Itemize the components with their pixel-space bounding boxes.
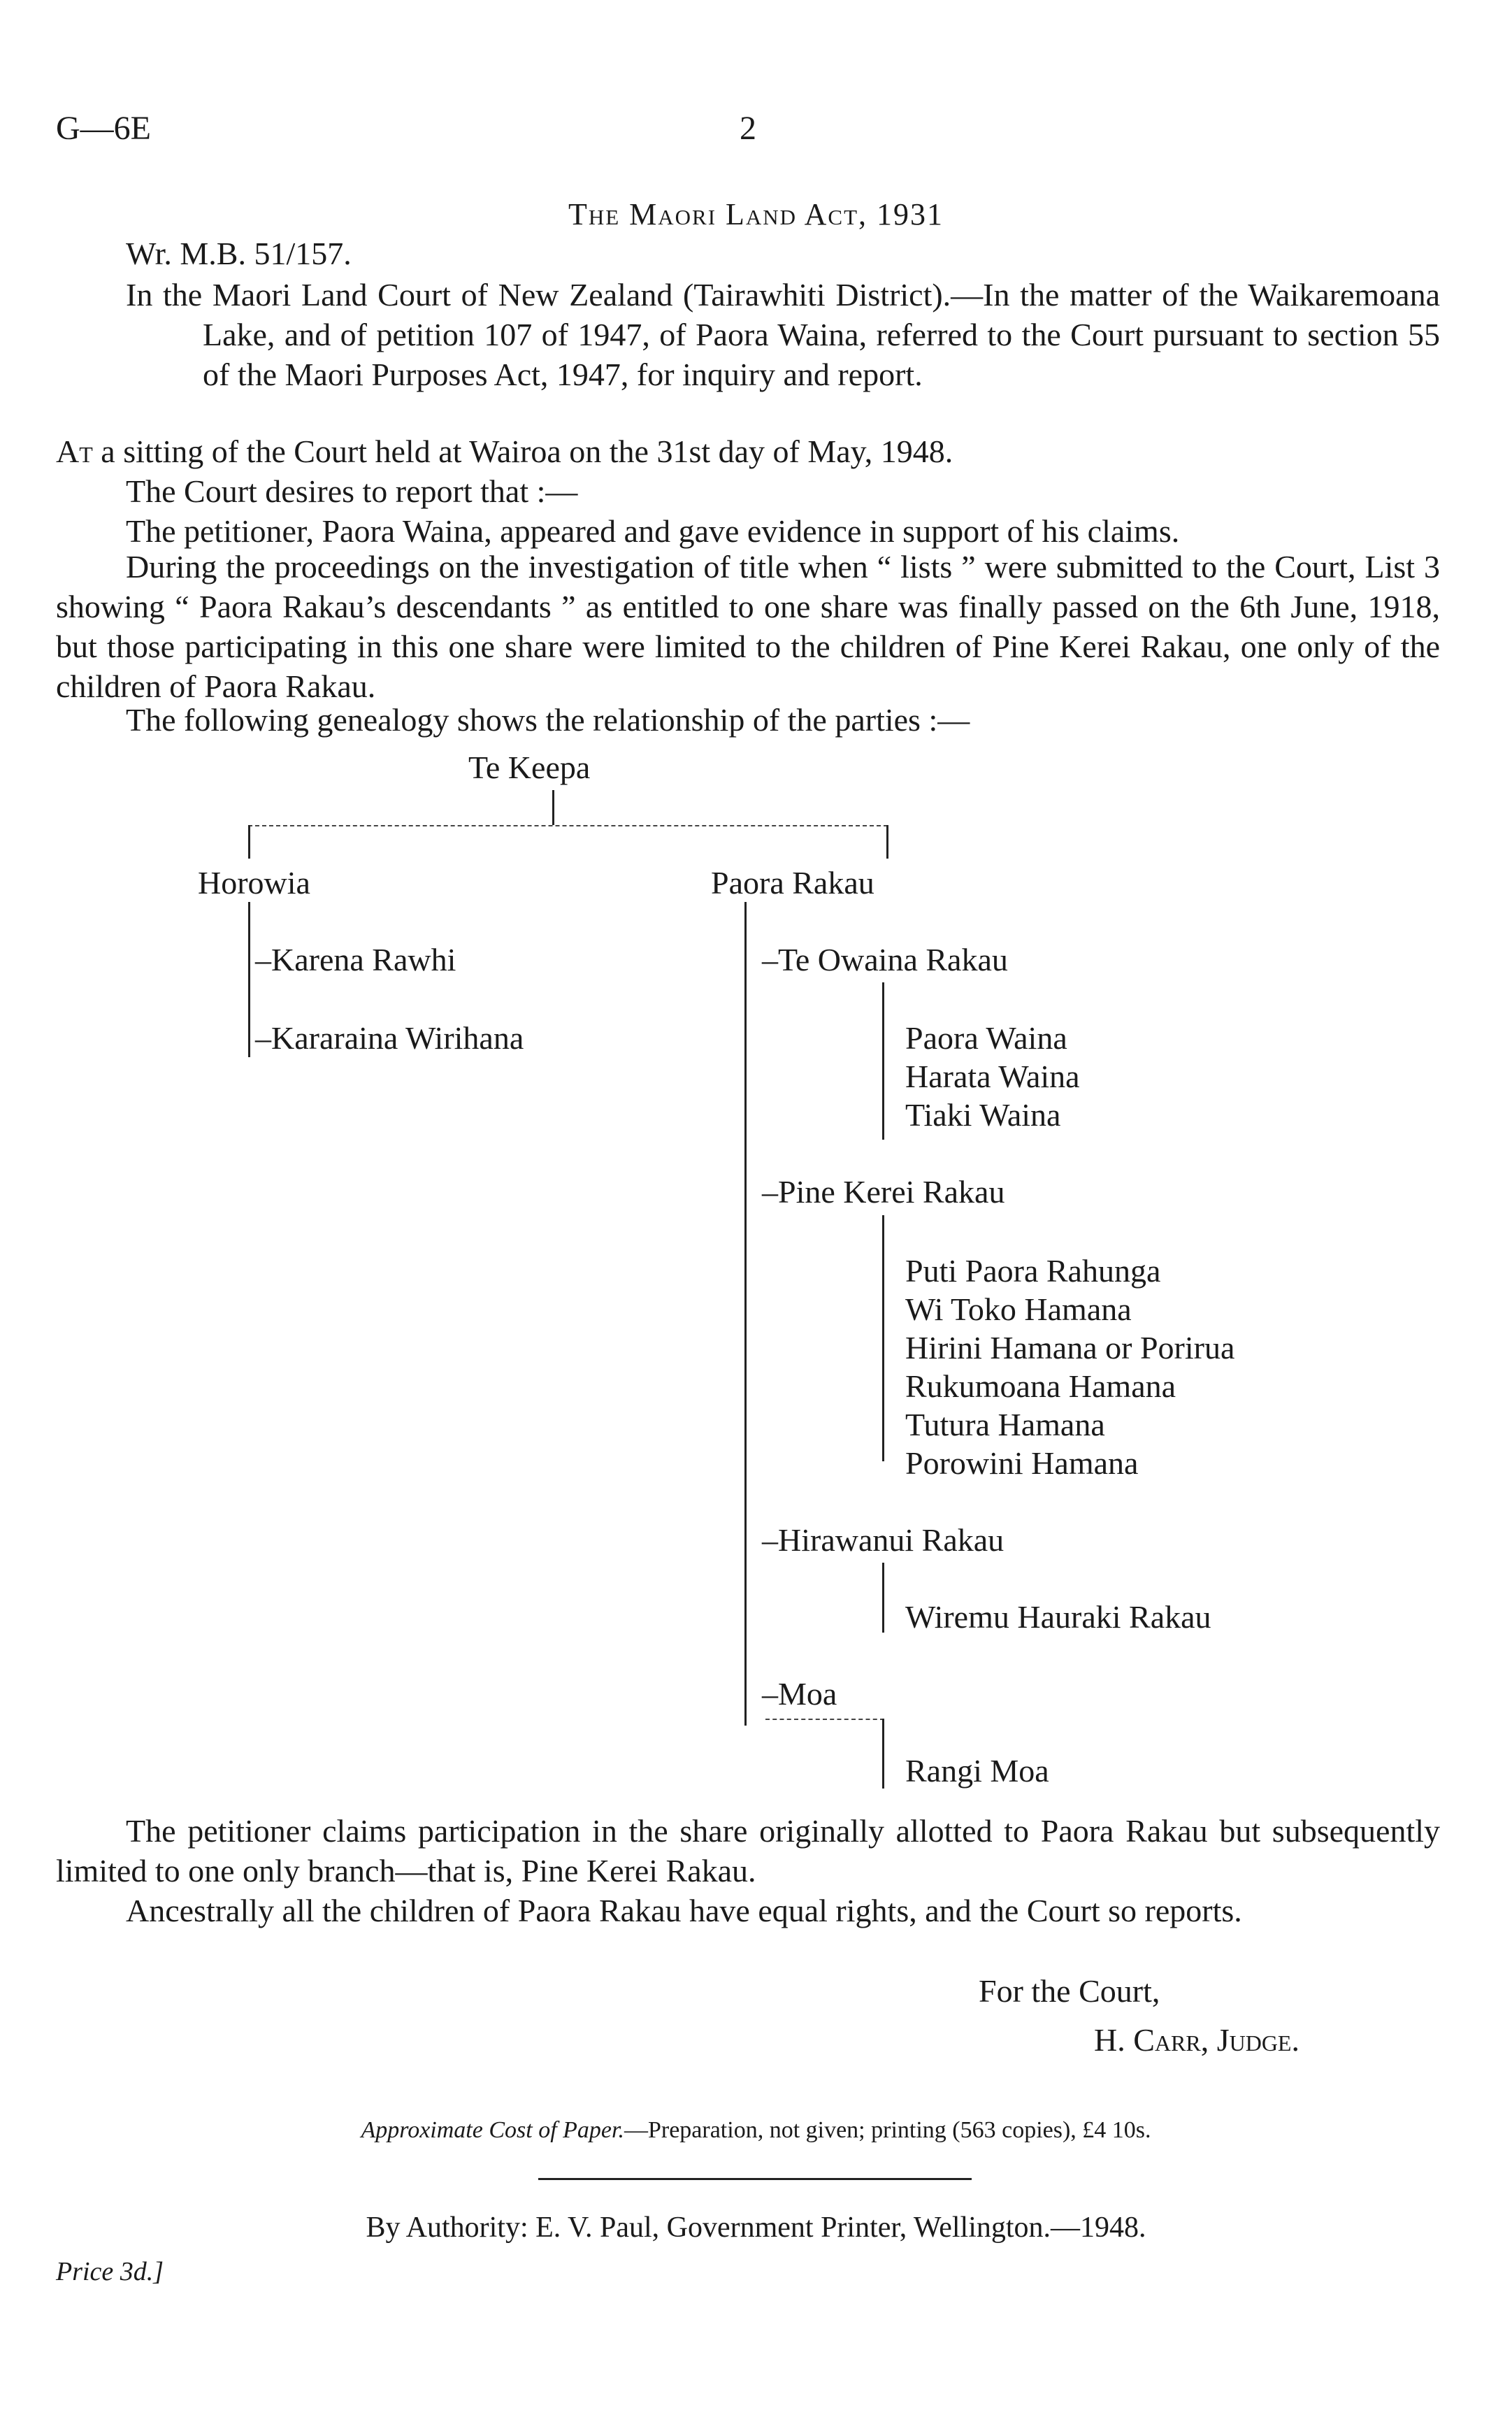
moa-connector-line [765, 1719, 884, 1720]
left-branch-name: Horowia [198, 865, 310, 901]
left-child: –Karena Rawhi [255, 942, 456, 977]
signature-for-line: For the Court, [979, 1973, 1160, 2009]
claims-paragraph: The petitioner claims participation in the share originally allotted to Paora Rakau but subsequently limited to one only branch—that is, Pine Kerei Rakau. [56, 1813, 1440, 1889]
right-child: –Pine Kerei Rakau [762, 1174, 1005, 1210]
footer-rule [538, 2178, 972, 2180]
price-note: Price 3d.] [56, 2257, 164, 2286]
descendant: Tutura Hamana [905, 1407, 1105, 1442]
authority-line: By Authority: E. V. Paul, Government Printer, Wellington.—1948. [366, 2212, 1146, 2244]
cost-note-text: —Preparation, not given; printing (563 copies), £4 10s. [624, 2117, 1151, 2143]
sitting-lead: At [56, 433, 93, 469]
child-descendant-line [882, 982, 884, 1140]
child-descendant-line [882, 1215, 884, 1461]
descendant: Rukumoana Hamana [905, 1368, 1176, 1404]
right-drop-line [886, 825, 888, 859]
report-intro: The Court desires to report that :— [126, 473, 578, 509]
descendant: Rangi Moa [905, 1753, 1049, 1789]
reference-number: Wr. M.B. 51/157. [126, 236, 352, 271]
left-drop-line [248, 825, 250, 859]
root-stem-line [552, 790, 554, 825]
sitting-text: a sitting of the Court held at Wairoa on the 31st day of May, 1948. [92, 433, 953, 469]
genealogy-intro: The following genealogy shows the relationship of the parties :— [126, 702, 970, 738]
cost-note [0, 2119, 1512, 2142]
child-descendant-line [882, 1563, 884, 1633]
right-child: –Moa [762, 1676, 837, 1712]
document-code: G—6E [56, 110, 151, 147]
left-child: –Kararaina Wirihana [255, 1020, 524, 1056]
petitioner-paragraph: The petitioner, Paora Waina, appeared and gave evidence in support of his claims. [126, 513, 1180, 549]
matter-paragraph: In the Maori Land Court of New Zealand (Tairawhiti District).—In the matter of the Waikaremoana Lake, and of petition 107 of 1947, of Paora Waina, referred to the Court pursuant to section 55 of the Maori Purposes Act, 1947, for inquiry and report. [126, 277, 1440, 392]
descendant: Tiaki Waina [905, 1097, 1061, 1133]
descendant: Paora Waina [905, 1020, 1067, 1056]
signature-name: H. Carr, Judge. [1094, 2022, 1299, 2058]
page-number: 2 [740, 110, 756, 147]
proceedings-paragraph: During the proceedings on the investigation of title when “ lists ” were submitted to the Court, List 3 showing “ Paora Rakau’s descendants ” as entitled to one share was finally passed on the 6th June, 1918, but those participating in this one share were limited to the children of Pine Kerei Rakau, one only of the children of Paora Rakau. [56, 549, 1440, 704]
right-child: –Te Owaina Rakau [762, 942, 1008, 977]
descendant: Wi Toko Hamana [905, 1291, 1132, 1327]
conclusion-paragraph: Ancestrally all the children of Paora Rakau have equal rights, and the Court so reports. [126, 1893, 1242, 1928]
child-descendant-line [882, 1719, 884, 1789]
root-branch-line [248, 825, 888, 826]
left-branch-line [248, 902, 250, 1057]
right-child: –Hirawanui Rakau [762, 1522, 1005, 1558]
sitting-paragraph [56, 433, 953, 469]
descendant: Wiremu Hauraki Rakau [905, 1599, 1211, 1635]
descendant: Hirini Hamana or Porirua [905, 1330, 1235, 1366]
right-branch-name: Paora Rakau [711, 865, 874, 901]
genealogy-root: Te Keepa [468, 750, 591, 785]
descendant: Porowini Hamana [905, 1445, 1139, 1481]
cost-note-label: Approximate Cost of Paper. [361, 2117, 624, 2143]
right-branch-line [744, 902, 747, 1726]
descendant: Harata Waina [905, 1059, 1080, 1094]
descendant: Puti Paora Rahunga [905, 1253, 1161, 1289]
act-title: The Maori Land Act, 1931 [568, 197, 944, 231]
